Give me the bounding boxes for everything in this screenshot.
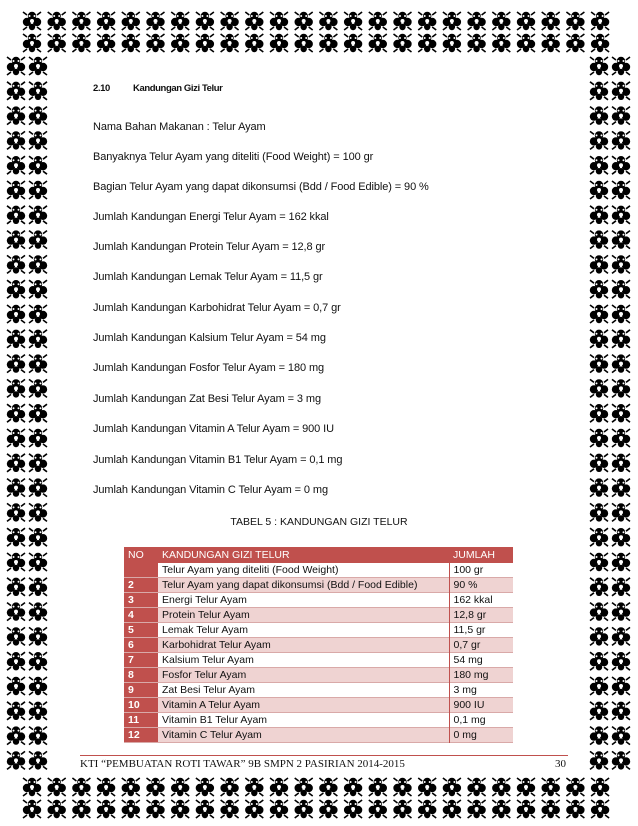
page-number: 30: [555, 758, 566, 770]
section-title: Kandungan Gizi Telur: [133, 83, 223, 94]
row-amount: 0 mg: [449, 728, 513, 743]
table-caption: TABEL 5 : KANDUNGAN GIZI TELUR: [230, 516, 408, 528]
row-number: 3: [124, 593, 158, 608]
text-line-protein: Jumlah Kandungan Protein Telur Ayam = 12,8 gr: [93, 241, 326, 253]
table-row: [124, 713, 513, 728]
row-amount: 0,7 gr: [449, 638, 513, 653]
row-nutrient: Telur Ayam yang diteliti (Food Weight): [158, 563, 449, 578]
row-nutrient: Kalsium Telur Ayam: [158, 653, 449, 668]
text-line-vitamin-b1: Jumlah Kandungan Vitamin B1 Telur Ayam = 0,1 mg: [93, 454, 343, 466]
row-number: 5: [124, 623, 158, 638]
row-number: 6: [124, 638, 158, 653]
row-nutrient: Vitamin A Telur Ayam: [158, 698, 449, 713]
row-number: 4: [124, 608, 158, 623]
row-amount: 12,8 gr: [449, 608, 513, 623]
section-heading: [93, 83, 222, 94]
row-nutrient: Lemak Telur Ayam: [158, 623, 449, 638]
footer-rule: [80, 755, 568, 756]
text-line-vitamin-c: Jumlah Kandungan Vitamin C Telur Ayam = 0 mg: [93, 484, 328, 496]
row-nutrient: Zat Besi Telur Ayam: [158, 683, 449, 698]
header-amount: JUMLAH: [449, 547, 513, 563]
table-row: [124, 608, 513, 623]
header-nutrient: KANDUNGAN GIZI TELUR: [158, 547, 449, 563]
row-amount: 900 IU: [449, 698, 513, 713]
row-number: 11: [124, 713, 158, 728]
table-row: [124, 638, 513, 653]
text-line-food-name: Nama Bahan Makanan : Telur Ayam: [93, 121, 266, 133]
table-row: [124, 578, 513, 593]
row-amount: 100 gr: [449, 563, 513, 578]
row-amount: 11,5 gr: [449, 623, 513, 638]
row-number: 9: [124, 683, 158, 698]
table-row: [124, 728, 513, 743]
table-row: [124, 698, 513, 713]
table-row: [124, 593, 513, 608]
row-amount: 54 mg: [449, 653, 513, 668]
row-nutrient: Energi Telur Ayam: [158, 593, 449, 608]
row-number: 2: [124, 578, 158, 593]
row-number: 8: [124, 668, 158, 683]
table-row: [124, 683, 513, 698]
row-nutrient: Vitamin C Telur Ayam: [158, 728, 449, 743]
header-no: NO: [124, 547, 158, 563]
row-amount: 180 mg: [449, 668, 513, 683]
table-row: [124, 653, 513, 668]
text-line-iron: Jumlah Kandungan Zat Besi Telur Ayam = 3 mg: [93, 393, 321, 405]
text-line-carbohydrate: Jumlah Kandungan Karbohidrat Telur Ayam = 0,7 gr: [93, 302, 341, 314]
row-number: [124, 563, 158, 578]
row-nutrient: Fosfor Telur Ayam: [158, 668, 449, 683]
table-row: [124, 563, 513, 578]
row-number: 12: [124, 728, 158, 743]
text-line-phosphorus: Jumlah Kandungan Fosfor Telur Ayam = 180 mg: [93, 362, 325, 374]
row-amount: 0,1 mg: [449, 713, 513, 728]
table-row: [124, 668, 513, 683]
row-number: 10: [124, 698, 158, 713]
row-amount: 162 kkal: [449, 593, 513, 608]
page-footer: [80, 758, 566, 770]
text-line-edible-portion: Bagian Telur Ayam yang dapat dikonsumsi (Bdd / Food Edible) = 90 %: [93, 181, 429, 193]
text-line-fat: Jumlah Kandungan Lemak Telur Ayam = 11,5 gr: [93, 271, 323, 283]
row-amount: 3 mg: [449, 683, 513, 698]
row-number: 7: [124, 653, 158, 668]
footer-text: KTI “PEMBUATAN ROTI TAWAR” 9B SMPN 2 PASIRIAN 2014-2015: [80, 758, 405, 770]
row-nutrient: Karbohidrat Telur Ayam: [158, 638, 449, 653]
table-header-row: [124, 547, 513, 563]
row-amount: 90 %: [449, 578, 513, 593]
text-line-calcium: Jumlah Kandungan Kalsium Telur Ayam = 54 mg: [93, 332, 326, 344]
row-nutrient: Telur Ayam yang dapat dikonsumsi (Bdd / Food Edible): [158, 578, 449, 593]
text-line-energy: Jumlah Kandungan Energi Telur Ayam = 162 kkal: [93, 211, 329, 223]
row-nutrient: Protein Telur Ayam: [158, 608, 449, 623]
row-nutrient: Vitamin B1 Telur Ayam: [158, 713, 449, 728]
section-number: 2.10: [93, 83, 110, 94]
nutrition-table: [124, 547, 513, 743]
text-line-food-weight: Banyaknya Telur Ayam yang diteliti (Food Weight) = 100 gr: [93, 151, 374, 163]
table-row: [124, 623, 513, 638]
text-line-vitamin-a: Jumlah Kandungan Vitamin A Telur Ayam = 900 IU: [93, 423, 334, 435]
